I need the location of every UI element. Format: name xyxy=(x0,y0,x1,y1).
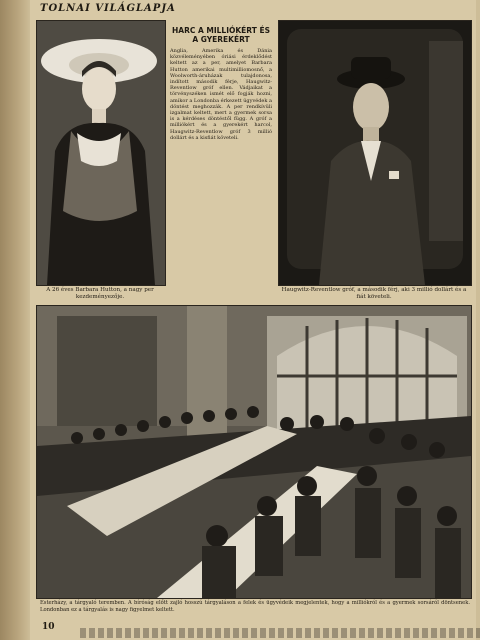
bleed-through-text xyxy=(80,628,480,638)
caption-bottom-photo: Esterházy, a tárgyaló teremben. A bíróság előtt zajló hosszú tárgyaláson a felek és ügyvédeik megjelentek, hogy a milliókról és a gyermek sorsáról döntsenek. Londonban ez a tárgyalás is nagy figyelmet keltett. xyxy=(40,600,470,613)
photo-courtroom-hearing xyxy=(36,305,472,599)
courtroom-scene-image xyxy=(37,306,471,598)
magazine-header: TOLNAI VILÁGLAPJA xyxy=(40,3,176,14)
photo-haugwitz-reventlow xyxy=(278,20,472,286)
portrait-man-car-image xyxy=(279,21,471,285)
portrait-woman-image xyxy=(37,21,165,285)
article-body: Anglia, Amerika és Dánia közvéleményében óriási érdeklődést keltett az a per, amelyet Barbara Hutton amerikai multimilliomosnő, a Woolworth-áruházak tulajdonosa, indított második férje, Haugwitz-Reventlow gróf ellen. Vádjaikat a törvényszéken ismét elő fogják hozni, amikor a Londonba érkezett ügyvédek a döntést meghozzák. A per rendkívüli izgalmat keltett, mert a gyermek sorsa is a kérdéses döntéstől függ. A gróf a milliókért és a gyerekért harcol, Haugwitz-Reventlow gróf 3 millió dollárt és a kisfiát követeli. xyxy=(170,48,272,141)
caption-right-photo: Haugwitz-Reventlow gróf, a második férj, aki 3 millió dollárt és a fiát követeli. xyxy=(281,287,467,300)
article-title: HARC A MILLIÓKÉRT ÉS A GYEREKÉRT xyxy=(172,26,270,44)
page-number: 10 xyxy=(42,622,55,632)
caption-left-photo: A 26 éves Barbara Hutton, a nagy per kezdeményezője. xyxy=(46,287,154,300)
photo-barbara-hutton xyxy=(36,20,166,286)
magazine-page xyxy=(30,0,476,640)
article-column xyxy=(170,20,272,304)
binding-edge xyxy=(0,0,30,640)
